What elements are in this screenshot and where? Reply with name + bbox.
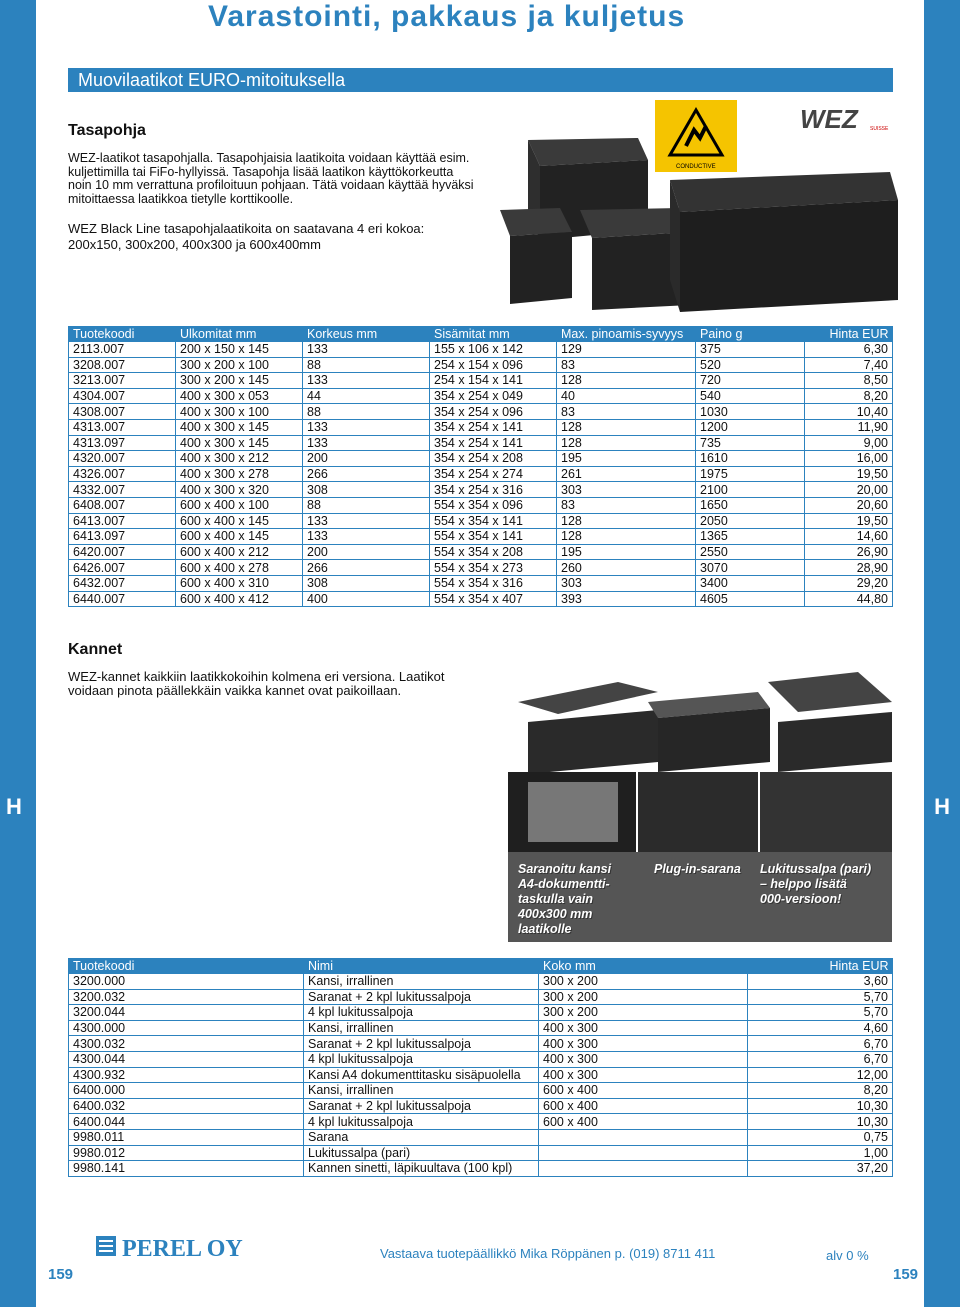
page-number-left: 159 xyxy=(48,1266,74,1283)
table-cell: Saranat + 2 kpl lukitussalpoja xyxy=(304,1098,539,1114)
table-cell: 128 xyxy=(557,373,696,389)
col-header: Max. pinoamis-syvyys xyxy=(557,326,696,342)
table-row xyxy=(69,419,893,435)
tasapohja-sizes: WEZ Black Line tasapohjalaatikoita on saatavana 4 eri kokoa: 200x150, 300x200, 400x300 ja 600x400mm xyxy=(68,221,425,252)
table-cell: 520 xyxy=(696,357,805,373)
table-cell: 4313.097 xyxy=(69,435,176,451)
table-cell xyxy=(539,1161,748,1177)
table-cell: 354 x 254 x 274 xyxy=(430,466,557,482)
table-cell: 354 x 254 x 208 xyxy=(430,451,557,467)
table-cell: 300 x 200 x 100 xyxy=(176,357,303,373)
table-cell: 10,30 xyxy=(748,1114,893,1130)
table-row xyxy=(69,342,893,357)
side-tab-letter-left: H xyxy=(6,794,22,819)
table-cell: 1,00 xyxy=(748,1145,893,1161)
table-cell: 9,00 xyxy=(805,435,893,451)
table-cell: 300 x 200 x 145 xyxy=(176,373,303,389)
table-cell: 133 xyxy=(303,529,430,545)
table-cell: 10,40 xyxy=(805,404,893,420)
table-row xyxy=(69,560,893,576)
col-header: Ulkomitat mm xyxy=(176,326,303,342)
table-cell: 4 kpl lukitussalpoja xyxy=(304,1005,539,1021)
boxes-spec-table xyxy=(68,326,893,607)
table-row xyxy=(69,575,893,591)
table-cell: 3400 xyxy=(696,575,805,591)
table-cell: 200 xyxy=(303,544,430,560)
page-number-right: 159 xyxy=(893,1266,919,1283)
table-cell: 2113.007 xyxy=(69,342,176,357)
table-cell: 6413.097 xyxy=(69,529,176,545)
table-cell: 83 xyxy=(557,357,696,373)
table-row xyxy=(69,974,893,989)
kannet-description: WEZ-kannet kaikkiin laatikkokoihin kolmena eri versiona. Laatikot voidaan pinota päällekkäin vaikka kannet ovat paikoillaan. xyxy=(68,669,445,698)
table-cell: 400 x 300 x 320 xyxy=(176,482,303,498)
table-cell: 554 x 354 x 273 xyxy=(430,560,557,576)
table-row xyxy=(69,591,893,607)
table-cell: 300 x 200 xyxy=(539,989,748,1005)
table-cell: Kansi A4 dokumenttitasku sisäpuolella xyxy=(304,1067,539,1083)
table-cell: 720 xyxy=(696,373,805,389)
footer-vat: alv 0 % xyxy=(826,1248,869,1263)
left-sidebar xyxy=(0,0,36,1307)
table-cell: 20,60 xyxy=(805,497,893,513)
table-cell: 1975 xyxy=(696,466,805,482)
table-cell: 5,70 xyxy=(748,989,893,1005)
table-cell: 260 xyxy=(557,560,696,576)
table-cell: 11,90 xyxy=(805,419,893,435)
table-cell: Sarana xyxy=(304,1129,539,1145)
table-cell: 1200 xyxy=(696,419,805,435)
table-cell: 400 x 300 x 100 xyxy=(176,404,303,420)
table-cell: 9980.141 xyxy=(69,1161,304,1177)
col-header: Korkeus mm xyxy=(303,326,430,342)
table-cell: 400 x 300 x 278 xyxy=(176,466,303,482)
table-cell: 195 xyxy=(557,451,696,467)
table-row xyxy=(69,466,893,482)
table-cell: 4300.932 xyxy=(69,1067,304,1083)
table-cell: 1365 xyxy=(696,529,805,545)
table-cell: 19,50 xyxy=(805,466,893,482)
page-title: Varastointi, pakkaus ja kuljetus xyxy=(208,0,686,33)
table-cell: 16,00 xyxy=(805,451,893,467)
table-cell: 4304.007 xyxy=(69,388,176,404)
table-cell: 83 xyxy=(557,497,696,513)
table-cell: 0,75 xyxy=(748,1129,893,1145)
table-cell: 600 x 400 x 145 xyxy=(176,529,303,545)
table-cell: 195 xyxy=(557,544,696,560)
table-cell: Saranat + 2 kpl lukitussalpoja xyxy=(304,1036,539,1052)
table-cell: 40 xyxy=(557,388,696,404)
table-cell: 20,00 xyxy=(805,482,893,498)
table-cell: 44,80 xyxy=(805,591,893,607)
table-cell: 1650 xyxy=(696,497,805,513)
table-row xyxy=(69,1083,893,1099)
esd-warning-icon xyxy=(655,100,737,172)
table-cell: 6400.032 xyxy=(69,1098,304,1114)
table-row xyxy=(69,435,893,451)
col-header: Sisämitat mm xyxy=(430,326,557,342)
table-cell: 303 xyxy=(557,575,696,591)
kannet-heading: Kannet xyxy=(68,641,123,658)
table-row xyxy=(69,373,893,389)
table-cell: Lukitussalpa (pari) xyxy=(304,1145,539,1161)
caption-locking-latch: Lukitussalpa (pari) – helppo lisätä 000-versioon! xyxy=(760,862,872,906)
perel-logo xyxy=(96,1232,266,1267)
table-cell: 554 x 354 x 407 xyxy=(430,591,557,607)
table-cell: 600 x 400 xyxy=(539,1083,748,1099)
footer-contact: Vastaava tuotepäällikkö Mika Röppänen p. (019) 8711 411 xyxy=(380,1246,716,1261)
table-cell: 3200.032 xyxy=(69,989,304,1005)
col-header: Tuotekoodi xyxy=(69,958,304,974)
table-cell: 2100 xyxy=(696,482,805,498)
table-cell: 600 x 400 xyxy=(539,1114,748,1130)
table-cell: 600 x 400 x 310 xyxy=(176,575,303,591)
table-row xyxy=(69,404,893,420)
table-cell: 12,00 xyxy=(748,1067,893,1083)
table-header-row xyxy=(69,326,893,342)
table-row xyxy=(69,1051,893,1067)
table-cell: 3200.044 xyxy=(69,1005,304,1021)
table-cell: 6440.007 xyxy=(69,591,176,607)
table-cell: 133 xyxy=(303,419,430,435)
table-cell: 6400.000 xyxy=(69,1083,304,1099)
table-cell: 128 xyxy=(557,529,696,545)
table-cell: 10,30 xyxy=(748,1098,893,1114)
table-cell: Kansi, irrallinen xyxy=(304,1020,539,1036)
table-cell: 254 x 154 x 141 xyxy=(430,373,557,389)
table-cell: 6,70 xyxy=(748,1051,893,1067)
table-cell: 254 x 154 x 096 xyxy=(430,357,557,373)
table-cell: 354 x 254 x 141 xyxy=(430,419,557,435)
table-cell: 133 xyxy=(303,435,430,451)
table-cell: 29,20 xyxy=(805,575,893,591)
table-cell: 6420.007 xyxy=(69,544,176,560)
table-cell: 26,90 xyxy=(805,544,893,560)
table-row xyxy=(69,482,893,498)
table-cell: 9980.012 xyxy=(69,1145,304,1161)
table-cell: 5,70 xyxy=(748,1005,893,1021)
right-sidebar xyxy=(924,0,960,1307)
table-cell: 2050 xyxy=(696,513,805,529)
table-cell: 129 xyxy=(557,342,696,357)
table-cell: 6,70 xyxy=(748,1036,893,1052)
lids-spec-table xyxy=(68,958,893,1177)
table-cell: 303 xyxy=(557,482,696,498)
table-cell: 37,20 xyxy=(748,1161,893,1177)
table-cell: 9980.011 xyxy=(69,1129,304,1145)
table-cell: 308 xyxy=(303,482,430,498)
section-title-bar: Muovilaatikot EURO-mitoituksella xyxy=(68,68,893,92)
table-cell: 6432.007 xyxy=(69,575,176,591)
table-cell: 133 xyxy=(303,373,430,389)
table-cell: 300 x 200 xyxy=(539,1005,748,1021)
table-row xyxy=(69,989,893,1005)
caption-hinged-lid: Saranoitu kansi A4-dokumentti- taskulla vain 400x300 mm laatikolle xyxy=(518,862,612,936)
table-cell xyxy=(539,1145,748,1161)
table-row xyxy=(69,1067,893,1083)
table-cell: 6408.007 xyxy=(69,497,176,513)
perel-logo-icon xyxy=(96,1236,116,1256)
table-cell: 600 x 400 x 100 xyxy=(176,497,303,513)
table-cell: 88 xyxy=(303,404,430,420)
table-row xyxy=(69,1020,893,1036)
table-cell: 400 xyxy=(303,591,430,607)
svg-text:CONDUCTIVE: CONDUCTIVE xyxy=(676,164,716,170)
side-tab-letter-right: H xyxy=(934,794,950,819)
table-cell: 7,40 xyxy=(805,357,893,373)
table-row xyxy=(69,451,893,467)
table-cell: 554 x 354 x 316 xyxy=(430,575,557,591)
table-cell: 400 x 300 xyxy=(539,1067,748,1083)
table-cell: 400 x 300 xyxy=(539,1020,748,1036)
table-row xyxy=(69,497,893,513)
table-row xyxy=(69,1114,893,1130)
col-header: Paino g xyxy=(696,326,805,342)
tasapohja-heading: Tasapohja xyxy=(68,122,146,139)
table-cell: 400 x 300 xyxy=(539,1051,748,1067)
table-cell: 400 x 300 x 145 xyxy=(176,419,303,435)
table-cell: 4332.007 xyxy=(69,482,176,498)
table-cell: 261 xyxy=(557,466,696,482)
table-row xyxy=(69,529,893,545)
table-cell: 3213.007 xyxy=(69,373,176,389)
tasapohja-description: WEZ-laatikot tasapohjalla. Tasapohjaisia laatikoita voidaan käyttää esim. kuljettimilla tai FiFo-hyllyissä. Tasapohja lisää laatikon käyttökorkeutta noin 10 mm verrattuna profiloituun pohjaan. Tätä voidaan käyttää hyväksi mitoittaessa laatikkoa tietylle korttikoolle. xyxy=(68,151,474,206)
table-cell: 600 x 400 x 412 xyxy=(176,591,303,607)
table-cell: 200 x 150 x 145 xyxy=(176,342,303,357)
table-cell: 266 xyxy=(303,466,430,482)
table-cell: 88 xyxy=(303,497,430,513)
table-cell: 4 kpl lukitussalpoja xyxy=(304,1051,539,1067)
table-cell: 400 x 300 x 053 xyxy=(176,388,303,404)
table-cell: 6426.007 xyxy=(69,560,176,576)
table-cell: 4,60 xyxy=(748,1020,893,1036)
table-row xyxy=(69,1129,893,1145)
table-cell: 128 xyxy=(557,435,696,451)
table-cell: 44 xyxy=(303,388,430,404)
table-cell: 1030 xyxy=(696,404,805,420)
svg-text:PEREL OY: PEREL OY xyxy=(122,1236,243,1262)
table-row xyxy=(69,388,893,404)
table-cell: 400 x 300 x 145 xyxy=(176,435,303,451)
table-cell: 393 xyxy=(557,591,696,607)
table-cell: 4605 xyxy=(696,591,805,607)
table-cell: 4326.007 xyxy=(69,466,176,482)
table-cell: 266 xyxy=(303,560,430,576)
table-row xyxy=(69,544,893,560)
table-cell: 354 x 254 x 049 xyxy=(430,388,557,404)
col-header: Hinta EUR xyxy=(748,958,893,974)
table-row xyxy=(69,1005,893,1021)
table-cell: 4300.032 xyxy=(69,1036,304,1052)
table-cell: 1610 xyxy=(696,451,805,467)
table-cell: Saranat + 2 kpl lukitussalpoja xyxy=(304,989,539,1005)
col-header: Hinta EUR xyxy=(805,326,893,342)
table-cell: 83 xyxy=(557,404,696,420)
table-cell: 4320.007 xyxy=(69,451,176,467)
table-cell: 8,20 xyxy=(805,388,893,404)
table-cell: 354 x 254 x 141 xyxy=(430,435,557,451)
table-cell: 735 xyxy=(696,435,805,451)
table-cell: 554 x 354 x 141 xyxy=(430,513,557,529)
table-cell: 3,60 xyxy=(748,974,893,989)
table-cell: 600 x 400 xyxy=(539,1098,748,1114)
table-cell: 4 kpl lukitussalpoja xyxy=(304,1114,539,1130)
table-cell: 400 x 300 x 212 xyxy=(176,451,303,467)
table-cell: 554 x 354 x 208 xyxy=(430,544,557,560)
table-cell: 8,50 xyxy=(805,373,893,389)
table-cell: 354 x 254 x 316 xyxy=(430,482,557,498)
svg-text:SUISSE: SUISSE xyxy=(870,126,889,132)
table-cell: Kannen sinetti, läpikuultava (100 kpl) xyxy=(304,1161,539,1177)
table-row xyxy=(69,513,893,529)
table-row xyxy=(69,357,893,373)
table-cell: 600 x 400 x 212 xyxy=(176,544,303,560)
col-header: Tuotekoodi xyxy=(69,326,176,342)
table-cell xyxy=(539,1129,748,1145)
table-cell: 6413.007 xyxy=(69,513,176,529)
table-cell: 375 xyxy=(696,342,805,357)
svg-text:WEZ: WEZ xyxy=(800,104,858,134)
table-cell: 3070 xyxy=(696,560,805,576)
table-cell: 554 x 354 x 096 xyxy=(430,497,557,513)
flat-bottom-boxes-image xyxy=(500,100,900,315)
table-cell: Kansi, irrallinen xyxy=(304,974,539,989)
table-cell: 2550 xyxy=(696,544,805,560)
table-cell: 155 x 106 x 142 xyxy=(430,342,557,357)
table-cell: 4313.007 xyxy=(69,419,176,435)
table-header-row xyxy=(69,958,893,974)
table-cell: 554 x 354 x 141 xyxy=(430,529,557,545)
table-cell: 133 xyxy=(303,342,430,357)
table-cell: 28,90 xyxy=(805,560,893,576)
col-header: Nimi xyxy=(304,958,539,974)
table-cell: 128 xyxy=(557,513,696,529)
table-cell: 308 xyxy=(303,575,430,591)
table-cell: 400 x 300 xyxy=(539,1036,748,1052)
table-cell: 88 xyxy=(303,357,430,373)
table-cell: 300 x 200 xyxy=(539,974,748,989)
col-header: Koko mm xyxy=(539,958,748,974)
table-cell: 128 xyxy=(557,419,696,435)
table-cell: 3208.007 xyxy=(69,357,176,373)
caption-plug-in-hinge: Plug-in-sarana xyxy=(654,862,741,876)
table-cell: 6400.044 xyxy=(69,1114,304,1130)
table-cell: 354 x 254 x 096 xyxy=(430,404,557,420)
table-row xyxy=(69,1098,893,1114)
table-cell: 133 xyxy=(303,513,430,529)
table-cell: 6,30 xyxy=(805,342,893,357)
table-cell: 4300.044 xyxy=(69,1051,304,1067)
table-cell: 4300.000 xyxy=(69,1020,304,1036)
table-cell: 4308.007 xyxy=(69,404,176,420)
table-cell: 200 xyxy=(303,451,430,467)
table-cell: 540 xyxy=(696,388,805,404)
table-cell: 14,60 xyxy=(805,529,893,545)
table-row xyxy=(69,1161,893,1177)
table-cell: 8,20 xyxy=(748,1083,893,1099)
table-cell: 600 x 400 x 278 xyxy=(176,560,303,576)
table-cell: 3200.000 xyxy=(69,974,304,989)
table-row xyxy=(69,1036,893,1052)
table-cell: 600 x 400 x 145 xyxy=(176,513,303,529)
table-cell: Kansi, irrallinen xyxy=(304,1083,539,1099)
table-row xyxy=(69,1145,893,1161)
table-cell: 19,50 xyxy=(805,513,893,529)
